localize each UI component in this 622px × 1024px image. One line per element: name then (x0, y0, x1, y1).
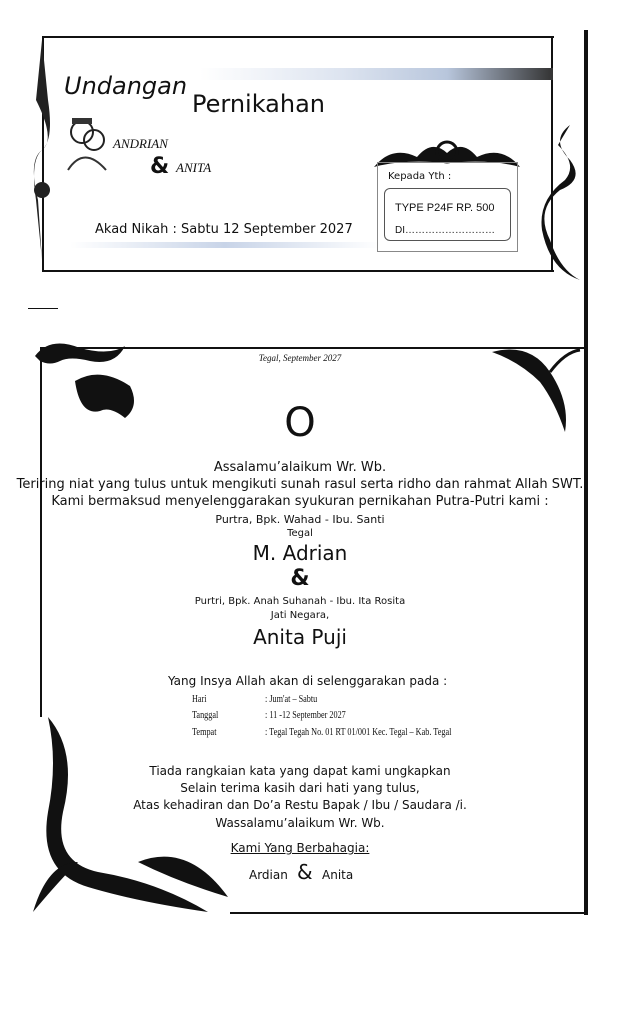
letter-border-bottom (230, 912, 586, 914)
top-card-border-bottom (42, 270, 554, 272)
groom-name: M. Adrian (252, 541, 348, 565)
detail-row-tempat (192, 727, 216, 738)
detail-label: Hari (192, 694, 207, 705)
place-date: Tegal, September 2027 (258, 353, 342, 363)
detail-value: : Tegal Tegah No. 01 RT 01/001 Kec. Tegal – Kab. Tegal (265, 727, 452, 738)
detail-value: : Jum'at – Sabtu (265, 694, 318, 705)
right-swirl-ornament-icon (530, 120, 582, 285)
ampersand-large: & (290, 566, 310, 591)
gradient-bar (200, 68, 553, 80)
intent-line: Kami bermaksud menyelenggarakan syukuran pernikahan Putra-Putri kami : (51, 494, 549, 509)
top-card-border-top (42, 36, 554, 38)
detail-value: : 11 -12 September 2027 (265, 710, 346, 721)
left-ornament-icon (28, 40, 56, 260)
closing-line: Selain terima kasih dari hati yang tulus, (180, 781, 420, 795)
sign-ampersand: & (297, 860, 313, 884)
opening-line: Teriring niat yang tulus untuk mengikuti sunah rasul serta ridho dan rahmat Allah SWT. (16, 477, 584, 492)
groom-city: Tegal (287, 528, 313, 539)
stamp-type: TYPE P24F RP. 500 (395, 202, 495, 214)
closing-line: Wassalamu’alaikum Wr. Wb. (215, 816, 385, 830)
detail-label: Tanggal (192, 710, 219, 721)
couple-illustration-icon (64, 110, 110, 175)
sign-groom: Ardian (249, 868, 288, 882)
greeting: Assalamu’alaikum Wr. Wb. (213, 460, 387, 475)
detail-row-tanggal (192, 710, 218, 721)
detail-label: Tempat (192, 727, 217, 738)
bride-short-name: ANITA (176, 160, 212, 175)
event-intro: Yang Insya Allah akan di selenggarakan pada : (168, 674, 448, 688)
sign-bride: Anita (322, 868, 354, 882)
big-o: O (284, 400, 316, 446)
detail-row-hari (192, 694, 207, 705)
groom-parents: Purtra, Bpk. Wahad - Ibu. Santi (215, 513, 385, 526)
closing-line: Atas kehadiran dan Do’a Restu Bapak / Ibu / Saudara /i. (133, 798, 467, 812)
signoff: Kami Yang Berbahagia: (230, 841, 370, 855)
gradient-bar (70, 242, 380, 248)
bride-parents: Purtri, Bpk. Anah Suhanah - Ibu. Ita Rosita (194, 596, 406, 607)
recipient-label: Kepada Yth : (388, 171, 452, 182)
divider (28, 308, 58, 309)
groom-short-name: ANDRIAN (113, 136, 168, 151)
bride-city: Jati Negara, (270, 610, 330, 621)
bride-name: Anita Puji (253, 625, 347, 649)
title-pernikahan: Pernikahan (192, 90, 326, 118)
ampersand: & (150, 154, 170, 179)
akad-date: Akad Nikah : Sabtu 12 September 2027 (95, 222, 353, 237)
recipient-address-field[interactable]: DI……………………… (395, 225, 495, 236)
closing-line: Tiada rangkaian kata yang dapat kami ungkapkan (149, 764, 451, 778)
title-undangan: Undangan (64, 72, 188, 100)
